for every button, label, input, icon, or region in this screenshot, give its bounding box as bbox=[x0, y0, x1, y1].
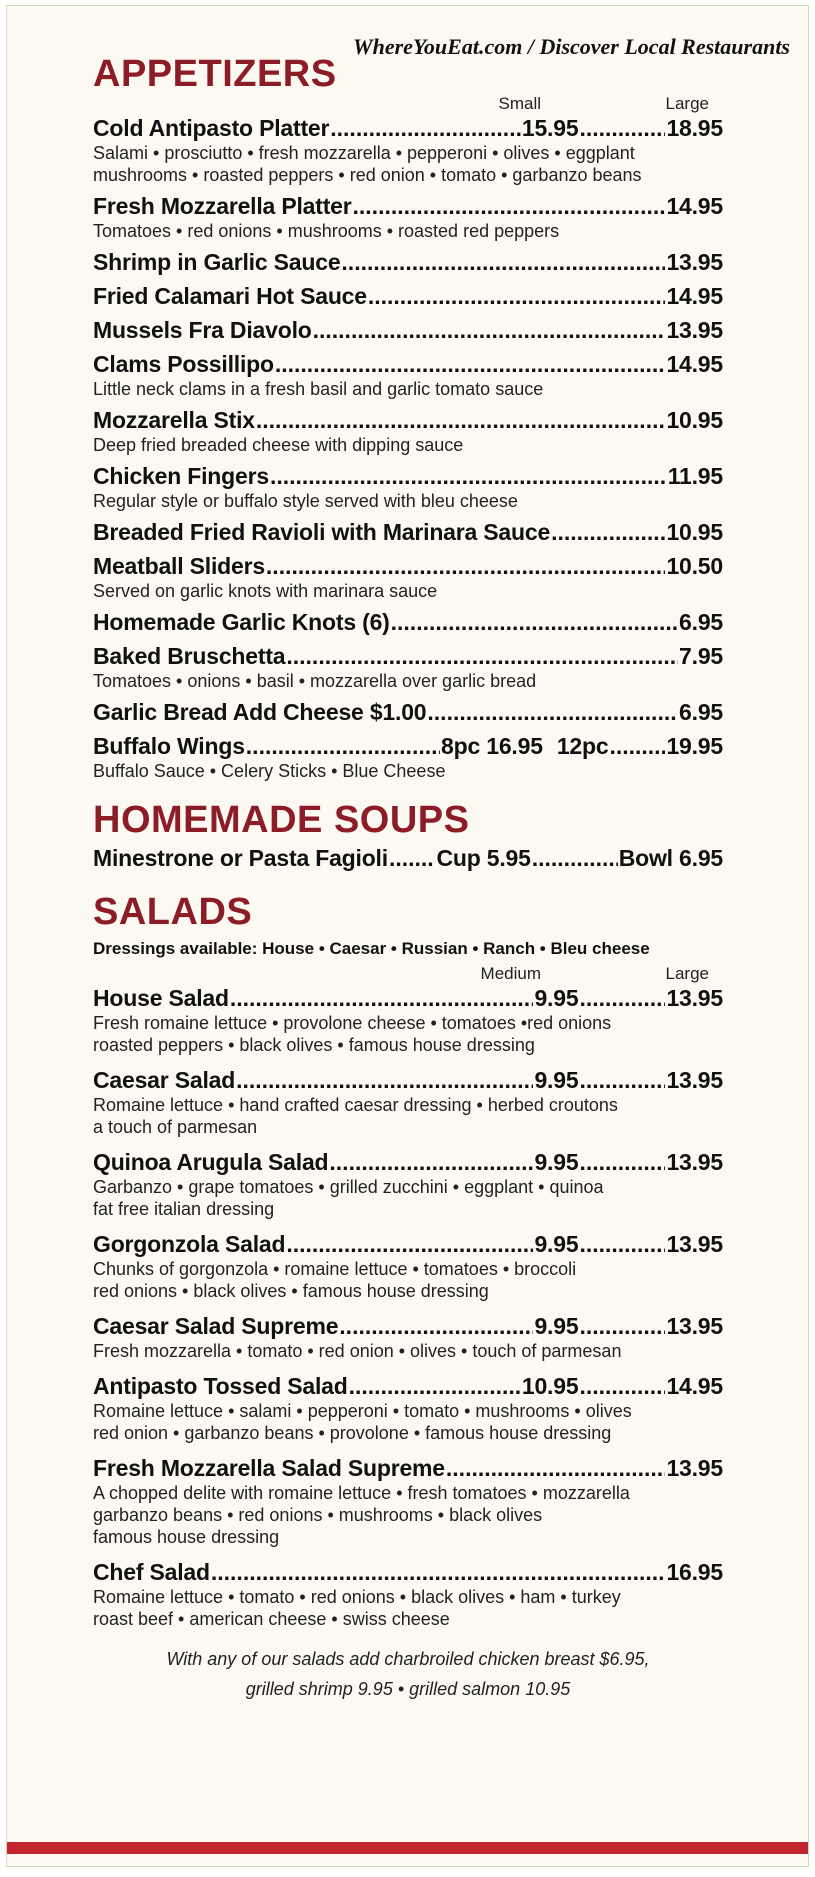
item-price: 10.95 bbox=[666, 407, 723, 433]
dot-leader bbox=[330, 114, 521, 142]
menu-item bbox=[93, 608, 723, 636]
menu-item bbox=[93, 192, 723, 242]
dot-leader bbox=[446, 1454, 666, 1482]
item-price: 14.95 bbox=[666, 193, 723, 219]
item-name: Clams Possillipo bbox=[93, 351, 274, 377]
item-price: 13.95 bbox=[666, 249, 723, 275]
item-description: Romaine lettuce • salami • pepperoni • tomato • mushrooms • olives red onion • garbanzo beans • provolone • famous house dressing bbox=[93, 1401, 632, 1443]
menu-item-line bbox=[93, 698, 723, 726]
item-price: 16.95 bbox=[666, 1559, 723, 1585]
item-name: Fresh Mozzarella Platter bbox=[93, 193, 352, 219]
menu-item-line bbox=[93, 192, 723, 220]
item-price: 13.95 bbox=[666, 985, 723, 1011]
menu-item bbox=[93, 1372, 723, 1444]
menu-item-line bbox=[93, 1230, 723, 1258]
dot-leader bbox=[579, 1372, 665, 1400]
soups-title: HOMEMADE SOUPS bbox=[93, 799, 470, 841]
item-name: House Salad bbox=[93, 985, 229, 1011]
item-price: 13.95 bbox=[666, 1313, 723, 1339]
item-name: Gorgonzola Salad bbox=[93, 1231, 286, 1257]
dot-leader bbox=[256, 406, 666, 434]
dot-leader bbox=[579, 114, 665, 142]
item-name: Minestrone or Pasta Fagioli bbox=[93, 845, 388, 871]
menu-item bbox=[93, 282, 723, 310]
item-price-first: 9.95 bbox=[534, 985, 579, 1011]
dot-leader bbox=[329, 1148, 533, 1176]
dot-leader bbox=[391, 608, 678, 636]
item-name: Buffalo Wings bbox=[93, 733, 245, 759]
dressings-note: Dressings available: House • Caesar • Russian • Ranch • Bleu cheese bbox=[93, 939, 650, 958]
dot-leader bbox=[341, 248, 665, 276]
item-price: 13.95 bbox=[666, 1231, 723, 1257]
item-price: 13.95 bbox=[666, 1149, 723, 1175]
menu-item-line bbox=[93, 1312, 723, 1340]
menu-item bbox=[93, 1312, 723, 1362]
salad-list bbox=[93, 984, 723, 1630]
dot-leader bbox=[313, 316, 666, 344]
item-price: 11.95 bbox=[667, 463, 723, 489]
dot-leader bbox=[353, 192, 666, 220]
item-description: Fresh romaine lettuce • provolone cheese • tomatoes •red onions roasted peppers • black olives • famous house dressing bbox=[93, 1013, 612, 1055]
dot-leader bbox=[551, 518, 665, 546]
watermark: WhereYouEat.com / Discover Local Restaurants bbox=[353, 34, 790, 59]
appetizers-title: APPETIZERS bbox=[93, 53, 337, 95]
item-name: Antipasto Tossed Salad bbox=[93, 1373, 348, 1399]
item-name: Caesar Salad Supreme bbox=[93, 1313, 339, 1339]
salad-addons-note: With any of our salads add charbroiled chicken breast $6.95, grilled shrimp 9.95 • grilled salmon 10.95 bbox=[166, 1649, 650, 1699]
item-price: 13.95 bbox=[666, 1067, 723, 1093]
item-price: 18.95 bbox=[666, 115, 723, 141]
menu-item bbox=[93, 698, 723, 726]
item-description: Little neck clams in a fresh basil and garlic tomato sauce bbox=[93, 379, 544, 399]
item-name: Mozzarella Stix bbox=[93, 407, 255, 433]
item-name: Quinoa Arugula Salad bbox=[93, 1149, 329, 1175]
menu-item-line bbox=[93, 552, 723, 580]
item-name: Homemade Garlic Knots (6) bbox=[93, 609, 390, 635]
dot-leader bbox=[579, 1230, 665, 1258]
menu-item bbox=[93, 552, 723, 602]
dot-leader bbox=[368, 282, 666, 310]
item-price: 6.95 bbox=[679, 699, 723, 725]
dot-leader bbox=[286, 1230, 533, 1258]
menu-item-line bbox=[93, 732, 723, 760]
menu-item-line bbox=[93, 518, 723, 546]
menu-item-line bbox=[93, 642, 723, 670]
dot-leader bbox=[230, 984, 534, 1012]
item-name: Shrimp in Garlic Sauce bbox=[93, 249, 341, 275]
item-price-first: 15.95 bbox=[521, 115, 579, 141]
item-name: Cold Antipasto Platter bbox=[93, 115, 330, 141]
dot-leader bbox=[266, 552, 666, 580]
dot-leader bbox=[275, 350, 666, 378]
item-price: 7.95 bbox=[679, 643, 723, 669]
menu-page bbox=[6, 5, 809, 1867]
menu-item-line bbox=[93, 1148, 723, 1176]
item-description: Tomatoes • onions • basil • mozzarella over garlic bread bbox=[93, 671, 537, 691]
column-head-medium: Medium bbox=[480, 964, 541, 983]
dot-leader bbox=[270, 462, 667, 490]
dot-leader bbox=[609, 732, 665, 760]
menu-item-line bbox=[93, 608, 723, 636]
dot-leader bbox=[349, 1372, 521, 1400]
dot-leader bbox=[236, 1066, 533, 1094]
menu-content bbox=[93, 54, 723, 1704]
item-description: Garbanzo • grape tomatoes • grilled zucchini • eggplant • quinoa fat free italian dressing bbox=[93, 1177, 604, 1219]
menu-item-line bbox=[93, 406, 723, 434]
item-description: Fresh mozzarella • tomato • red onion • olives • touch of parmesan bbox=[93, 1341, 622, 1361]
dot-leader bbox=[339, 1312, 533, 1340]
menu-item-line bbox=[93, 844, 723, 872]
column-head-small: Small bbox=[498, 94, 541, 113]
column-head-large: Large bbox=[665, 94, 709, 113]
item-price: 14.95 bbox=[666, 1373, 723, 1399]
menu-item bbox=[93, 518, 723, 546]
menu-item-line bbox=[93, 114, 723, 142]
item-price-first: 8pc 16.95 bbox=[441, 733, 543, 759]
menu-item bbox=[93, 984, 723, 1056]
menu-item bbox=[93, 350, 723, 400]
item-price-first: 9.95 bbox=[534, 1149, 579, 1175]
item-name: Caesar Salad bbox=[93, 1067, 236, 1093]
item-name: Mussels Fra Diavolo bbox=[93, 317, 312, 343]
menu-item-line bbox=[93, 1454, 723, 1482]
menu-item bbox=[93, 1230, 723, 1302]
item-price: 14.95 bbox=[666, 351, 723, 377]
item-description: Regular style or buffalo style served with bleu cheese bbox=[93, 491, 518, 511]
menu-item-line bbox=[93, 1558, 723, 1586]
menu-item-line bbox=[93, 350, 723, 378]
dot-leader bbox=[427, 698, 678, 726]
dot-leader bbox=[579, 1066, 665, 1094]
dot-leader bbox=[579, 1148, 665, 1176]
salads-column-heads bbox=[93, 964, 723, 984]
column-head-large: Large bbox=[665, 964, 709, 983]
item-name: Fresh Mozzarella Salad Supreme bbox=[93, 1455, 445, 1481]
item-name: Garlic Bread Add Cheese $1.00 bbox=[93, 699, 427, 725]
dot-leader bbox=[389, 844, 436, 872]
item-price-first: Cup 5.95 bbox=[436, 845, 531, 871]
menu-item bbox=[93, 1066, 723, 1138]
dot-leader bbox=[579, 1312, 665, 1340]
item-name: Meatball Sliders bbox=[93, 553, 265, 579]
item-description: Deep fried breaded cheese with dipping sauce bbox=[93, 435, 464, 455]
menu-item-line bbox=[93, 984, 723, 1012]
item-price: 10.95 bbox=[666, 519, 723, 545]
menu-item bbox=[93, 732, 723, 782]
appetizers-column-heads bbox=[93, 94, 723, 114]
item-name: Breaded Fried Ravioli with Marinara Sauce bbox=[93, 519, 551, 545]
menu-item bbox=[93, 1454, 723, 1548]
menu-item bbox=[93, 1148, 723, 1220]
menu-item bbox=[93, 406, 723, 456]
item-description: Tomatoes • red onions • mushrooms • roasted red peppers bbox=[93, 221, 560, 241]
item-name: Fried Calamari Hot Sauce bbox=[93, 283, 367, 309]
menu-item bbox=[93, 1558, 723, 1630]
menu-item-line bbox=[93, 316, 723, 344]
item-price-first: 9.95 bbox=[534, 1231, 579, 1257]
item-description: A chopped delite with romaine lettuce • fresh tomatoes • mozzarella garbanzo beans • red onions • mushrooms • black olives famous house dressing bbox=[93, 1483, 630, 1547]
menu-item-line bbox=[93, 282, 723, 310]
appetizer-list bbox=[93, 114, 723, 782]
menu-item-line bbox=[93, 1372, 723, 1400]
menu-item bbox=[93, 316, 723, 344]
item-price-first: 10.95 bbox=[521, 1373, 579, 1399]
item-name: Chef Salad bbox=[93, 1559, 210, 1585]
item-price: 10.50 bbox=[666, 553, 723, 579]
dot-leader bbox=[532, 844, 618, 872]
dot-leader bbox=[286, 642, 678, 670]
menu-item-line bbox=[93, 462, 723, 490]
item-description: Romaine lettuce • hand crafted caesar dressing • herbed croutons a touch of parmesan bbox=[93, 1095, 618, 1137]
item-name: Baked Bruschetta bbox=[93, 643, 286, 669]
item-price: 19.95 bbox=[666, 733, 723, 759]
menu-item bbox=[93, 844, 723, 872]
item-price: 14.95 bbox=[666, 283, 723, 309]
item-size-label: 12pc bbox=[556, 733, 609, 759]
salads-title: SALADS bbox=[93, 891, 253, 933]
menu-item bbox=[93, 642, 723, 692]
menu-item bbox=[93, 462, 723, 512]
item-price: 6.95 bbox=[679, 609, 723, 635]
item-price-first: 9.95 bbox=[534, 1313, 579, 1339]
item-description: Chunks of gorgonzola • romaine lettuce • tomatoes • broccoli red onions • black olives • famous house dressing bbox=[93, 1259, 577, 1301]
menu-item-line bbox=[93, 248, 723, 276]
item-description: Romaine lettuce • tomato • red onions • black olives • ham • turkey roast beef • american cheese • swiss cheese bbox=[93, 1587, 621, 1629]
item-price: 13.95 bbox=[666, 1455, 723, 1481]
item-price: 13.95 bbox=[666, 317, 723, 343]
dot-leader bbox=[579, 984, 665, 1012]
dot-leader bbox=[211, 1558, 666, 1586]
soup-list bbox=[93, 844, 723, 872]
menu-item bbox=[93, 248, 723, 276]
item-description: Buffalo Sauce • Celery Sticks • Blue Cheese bbox=[93, 761, 446, 781]
item-price: Bowl 6.95 bbox=[618, 845, 723, 871]
item-price-first: 9.95 bbox=[534, 1067, 579, 1093]
item-description: Served on garlic knots with marinara sauce bbox=[93, 581, 438, 601]
menu-item-line bbox=[93, 1066, 723, 1094]
item-name: Chicken Fingers bbox=[93, 463, 269, 489]
item-description: Salami • prosciutto • fresh mozzarella • pepperoni • olives • eggplant mushrooms • roasted peppers • red onion • tomato • garbanzo beans bbox=[93, 143, 642, 185]
dot-leader bbox=[246, 732, 440, 760]
bottom-red-stripe bbox=[7, 1842, 808, 1854]
menu-item bbox=[93, 114, 723, 186]
